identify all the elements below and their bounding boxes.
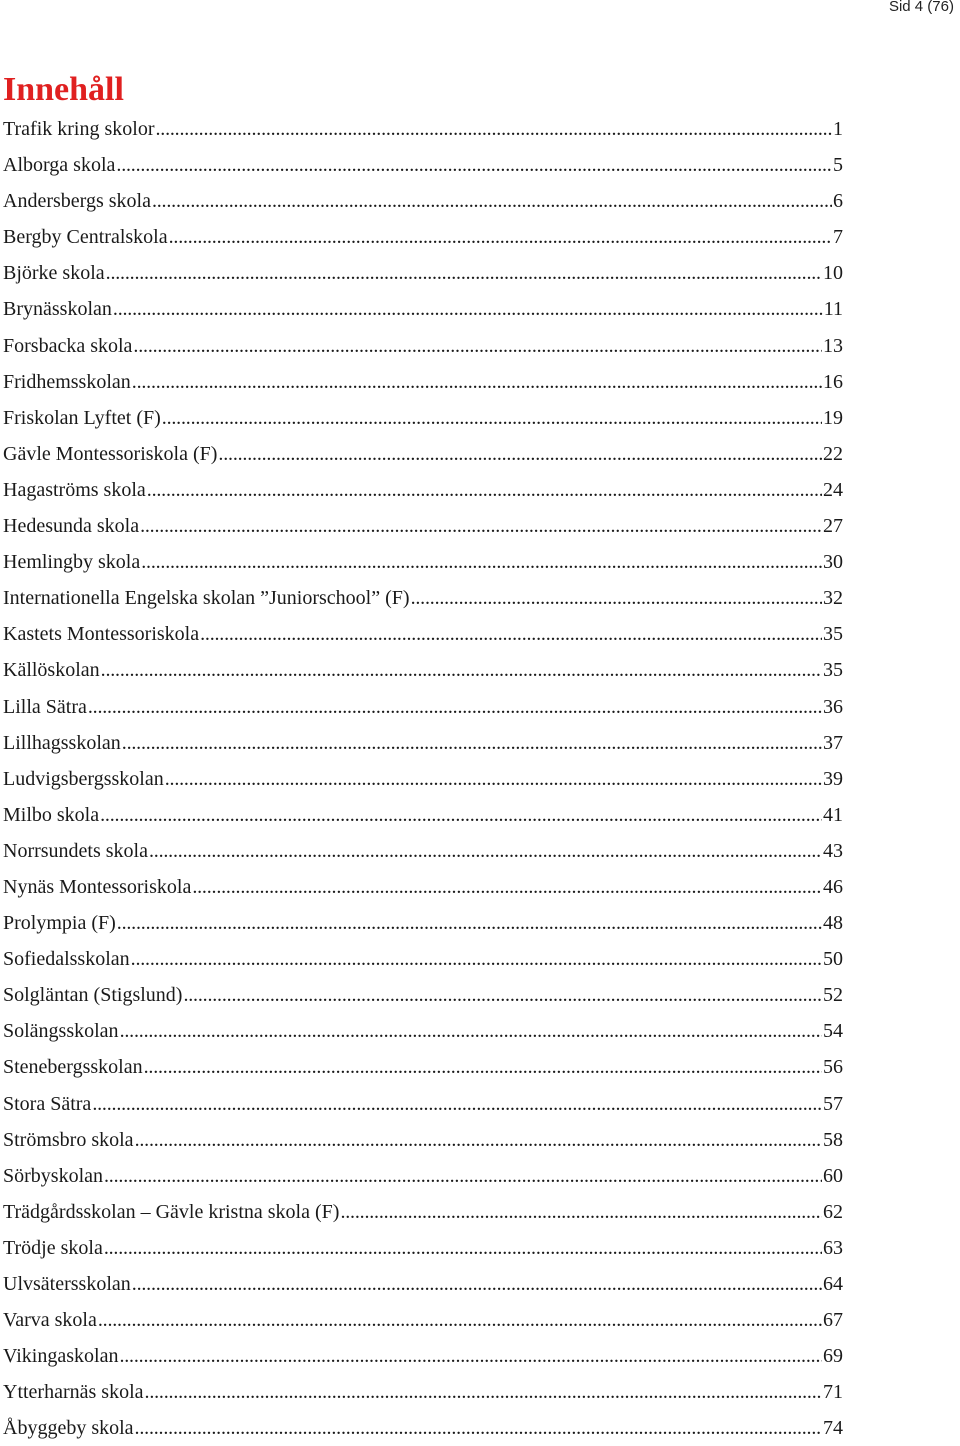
toc-entry-label: Ytterharnäs skola (3, 1381, 144, 1404)
dot-leader (120, 1013, 822, 1049)
toc-entry-label: Fridhemsskolan (3, 370, 131, 393)
dot-leader (88, 689, 822, 725)
toc-entry-label: Alborga skola (3, 154, 116, 177)
dot-leader (119, 1338, 822, 1374)
toc-entry-label: Bergby Centralskola (3, 226, 168, 249)
toc-entry-page-number: 46 (823, 875, 843, 898)
toc-entry[interactable] (3, 219, 843, 255)
toc-entry-label: Friskolan Lyftet (F) (3, 406, 161, 429)
dot-leader (100, 797, 822, 833)
toc-entry[interactable] (3, 183, 843, 219)
toc-entry[interactable] (3, 1122, 843, 1158)
toc-entry[interactable] (3, 869, 843, 905)
toc-entry[interactable] (3, 1374, 843, 1410)
toc-entry[interactable] (3, 472, 843, 508)
toc-entry-page-number: 60 (823, 1164, 843, 1187)
toc-entry-page-number: 7 (833, 226, 843, 249)
toc-entry-label: Milbo skola (3, 803, 100, 826)
toc-entry[interactable] (3, 941, 843, 977)
toc-entry-page-number: 54 (823, 1020, 843, 1043)
dot-leader (117, 905, 822, 941)
dot-leader (104, 1158, 822, 1194)
toc-entry-label: Sörbyskolan (3, 1164, 103, 1187)
toc-entry[interactable] (3, 147, 843, 183)
toc-entry-label: Stenebergsskolan (3, 1056, 143, 1079)
toc-entry[interactable] (3, 544, 843, 580)
toc-entry-label: Prolympia (F) (3, 912, 116, 935)
toc-entry-label: Kastets Montessoriskola (3, 623, 200, 646)
toc-entry-page-number: 13 (823, 334, 843, 357)
toc-entry[interactable] (3, 1086, 843, 1122)
toc-entry[interactable] (3, 689, 843, 725)
toc-entry[interactable] (3, 905, 843, 941)
toc-entry[interactable] (3, 797, 843, 833)
dot-leader (200, 616, 822, 652)
dot-leader (116, 147, 832, 183)
toc-entry-label: Ludvigsbergsskolan (3, 767, 164, 790)
toc-entry-page-number: 67 (823, 1309, 843, 1332)
dot-leader (162, 400, 822, 436)
toc-entry-label: Internationella Engelska skolan ”Juniorschool” (F) (3, 587, 410, 610)
toc-entry-label: Norrsundets skola (3, 839, 148, 862)
dot-leader (132, 1266, 822, 1302)
toc-entry-page-number: 35 (823, 659, 843, 682)
dot-leader (113, 291, 823, 327)
toc-entry-label: Strömsbro skola (3, 1128, 134, 1151)
toc-entry-page-number: 63 (823, 1236, 843, 1259)
dot-leader (147, 472, 822, 508)
toc-entry-page-number: 43 (823, 839, 843, 862)
toc-entry-page-number: 50 (823, 948, 843, 971)
toc-entry-label: Solgläntan (Stigslund) (3, 984, 183, 1007)
toc-entry[interactable] (3, 1266, 843, 1302)
toc-entry[interactable] (3, 364, 843, 400)
toc-entry-label: Källöskolan (3, 659, 100, 682)
toc-entry-page-number: 64 (823, 1273, 843, 1295)
toc-entry[interactable] (3, 508, 843, 544)
toc-entry-page-number: 71 (823, 1381, 843, 1404)
toc-entry-label: Sofiedalsskolan (3, 948, 130, 971)
toc-entry-page-number: 35 (823, 623, 843, 646)
toc-entry[interactable] (3, 1338, 843, 1374)
toc-entry-page-number: 32 (823, 587, 843, 610)
toc-entry[interactable] (3, 291, 843, 327)
toc-entry[interactable] (3, 1049, 843, 1085)
dot-leader (155, 111, 832, 147)
toc-entry[interactable] (3, 977, 843, 1013)
toc-entry-label: Hagaströms skola (3, 478, 146, 501)
toc-entry-page-number: 30 (823, 551, 843, 574)
dot-leader (131, 941, 822, 977)
toc-entry-page-number: 11 (823, 298, 843, 321)
toc-entry-page-number: 1 (833, 118, 843, 140)
toc-entry-page-number: 39 (823, 767, 843, 790)
dot-leader (106, 255, 822, 291)
toc-entry-label: Stora Sätra (3, 1092, 92, 1115)
toc-entry-page-number: 58 (823, 1128, 843, 1151)
toc-entry[interactable] (3, 652, 843, 688)
toc-entry[interactable] (3, 328, 843, 364)
toc-entry-page-number: 36 (823, 695, 843, 718)
dot-leader (218, 436, 822, 472)
toc-entry-label: Björke skola (3, 262, 105, 285)
dot-leader (101, 652, 822, 688)
dot-leader (192, 869, 822, 905)
dot-leader (104, 1230, 822, 1266)
dot-leader (98, 1302, 822, 1338)
dot-leader (122, 725, 822, 761)
dot-leader (411, 580, 822, 616)
dot-leader (132, 364, 822, 400)
toc-entry-label: Nynäs Montessoriskola (3, 875, 192, 898)
toc-entry-page-number: 5 (833, 154, 843, 177)
toc-entry-label: Lillhagsskolan (3, 731, 121, 754)
toc-entry-label: Hemlingby skola (3, 551, 141, 574)
toc-entry-label: Brynässkolan (3, 298, 112, 321)
toc-entry[interactable] (3, 833, 843, 869)
toc-entry[interactable] (3, 1302, 843, 1338)
toc-entry-label: Andersbergs skola (3, 190, 151, 213)
dot-leader (135, 1410, 822, 1446)
toc-entry[interactable] (3, 1410, 843, 1446)
toc-entry[interactable] (3, 436, 843, 472)
toc-entry-page-number: 52 (823, 984, 843, 1007)
toc-entry-page-number: 57 (823, 1092, 843, 1115)
toc-entry-page-number: 6 (833, 190, 843, 213)
toc-entry-label: Trödje skola (3, 1236, 103, 1259)
toc-entry-page-number: 24 (823, 478, 843, 501)
dot-leader (141, 544, 822, 580)
toc-entry-label: Åbyggeby skola (3, 1417, 134, 1440)
toc-entry-page-number: 74 (823, 1417, 843, 1440)
dot-leader (152, 183, 832, 219)
toc-entry-page-number: 16 (823, 370, 843, 393)
dot-leader (183, 977, 822, 1013)
page-number-header: Sid 4 (76) (888, 0, 954, 15)
toc-entry[interactable] (3, 111, 843, 147)
toc-entry-label: Varva skola (3, 1309, 97, 1332)
toc-title: Innehåll (3, 71, 124, 108)
toc-entry-label: Solängsskolan (3, 1020, 119, 1043)
toc-entry-page-number: 48 (823, 912, 843, 935)
toc-entry-page-number: 62 (823, 1200, 843, 1223)
toc-entry-page-number: 69 (823, 1345, 843, 1368)
dot-leader (165, 761, 822, 797)
toc-entry[interactable] (3, 400, 843, 436)
dot-leader (145, 1374, 822, 1410)
toc-entry[interactable] (3, 1158, 843, 1194)
toc-entry[interactable] (3, 725, 843, 761)
dot-leader (169, 219, 832, 255)
toc-entry-label: Ulvsätersskolan (3, 1273, 131, 1295)
dot-leader (140, 508, 822, 544)
toc-entry-page-number: 27 (823, 515, 843, 538)
toc-entry-label: Lilla Sätra (3, 695, 87, 718)
dot-leader (149, 833, 822, 869)
toc-entry-page-number: 41 (823, 803, 843, 826)
toc-entry-page-number: 37 (823, 731, 843, 754)
toc-entry[interactable] (3, 761, 843, 797)
toc-entry-label: Vikingaskolan (3, 1345, 119, 1368)
toc-entry-label: Gävle Montessoriskola (F) (3, 442, 218, 465)
dot-leader (135, 1122, 822, 1158)
toc-entry[interactable] (3, 255, 843, 291)
toc-entry-label: Trafik kring skolor (3, 118, 155, 140)
toc-entry[interactable] (3, 616, 843, 652)
toc-entry-label: Hedesunda skola (3, 515, 140, 538)
toc-entry-page-number: 56 (823, 1056, 843, 1079)
dot-leader (92, 1086, 822, 1122)
toc-entry[interactable] (3, 1013, 843, 1049)
dot-leader (340, 1194, 822, 1230)
dot-leader (133, 328, 822, 364)
dot-leader (144, 1049, 822, 1085)
toc-entry-page-number: 19 (823, 406, 843, 429)
toc-entry-label: Forsbacka skola (3, 334, 133, 357)
toc-entry-page-number: 22 (823, 442, 843, 465)
toc-entry[interactable] (3, 1230, 843, 1266)
toc-entry-page-number: 10 (823, 262, 843, 285)
toc-entry[interactable] (3, 580, 843, 616)
table-of-contents (3, 111, 843, 1446)
toc-entry-label: Trädgårdsskolan – Gävle kristna skola (F) (3, 1200, 340, 1223)
toc-entry[interactable] (3, 1194, 843, 1230)
